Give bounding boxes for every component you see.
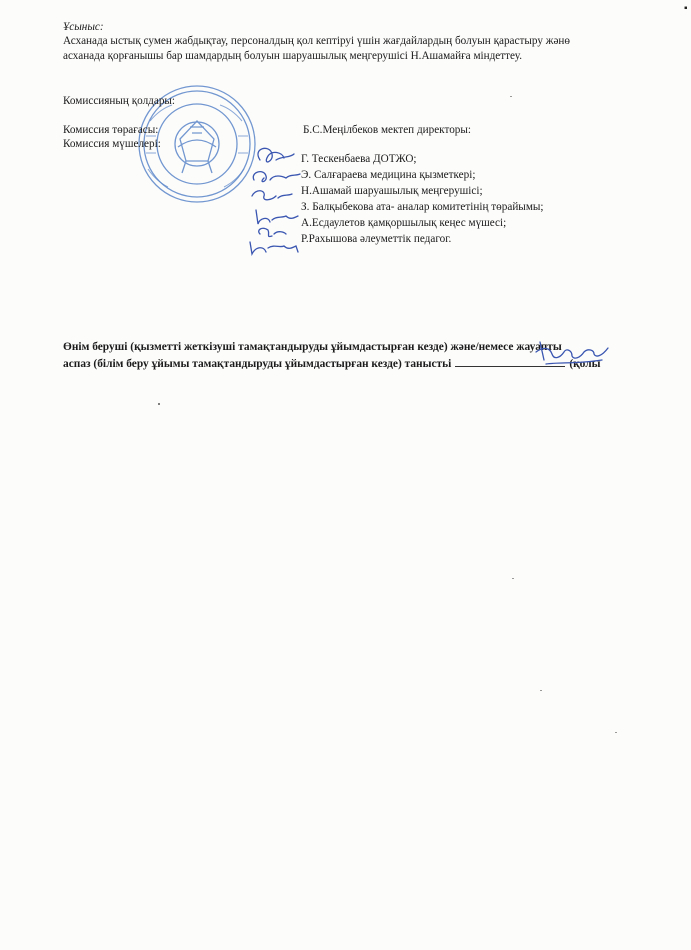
recommendation-line-1: Асханада ыстық сумен жабдықтау, персоналдың қол кептіруі үшін жағдайлардың болуын қарастыру жәнө xyxy=(63,35,571,47)
scan-speck xyxy=(540,690,542,691)
commission-members-label: Комиссия мүшелері: xyxy=(63,138,161,150)
acknowledgement-line-2 xyxy=(63,356,601,371)
commission-member: Р.Рахышова әлеуметтік педагог. xyxy=(301,233,452,245)
scan-speck xyxy=(615,732,617,733)
commission-member: Г. Тескенбаева ДОТЖО; xyxy=(301,153,417,165)
commission-member: Э. Салғараева медицина қызметкері; xyxy=(301,169,476,181)
member-signatures xyxy=(242,138,312,256)
commission-chair-label: Комиссия төрағасы: xyxy=(63,124,159,136)
scan-speck xyxy=(510,96,512,97)
acknowledgement-text: аспаз (білім беру ұйымы тамақтандыруды ұйымдастырған кезде) таныстьі xyxy=(63,358,452,370)
commission-chair-name: Б.С.Меңілбеков мектеп директоры: xyxy=(303,124,472,136)
commission-signatures-heading: Комиссияның қолдары: xyxy=(63,95,176,107)
scan-speck xyxy=(512,578,514,579)
commission-member: З. Балқыбекова ата- аналар комитетінің төрайымы; xyxy=(301,201,544,213)
acknowledgement-signature xyxy=(530,336,620,370)
recommendation-line-2: асханада қорғанышы бар шамдардың болуын шаруашылық меңгерушісі Н.Ашамайға міндеттеу. xyxy=(63,50,523,62)
ink-dot xyxy=(158,403,160,405)
commission-member: Н.Ашамай шаруашылық меңгерушісі; xyxy=(301,185,483,197)
corner-mark: ▪ xyxy=(684,3,688,14)
signature-caption: (қолы xyxy=(569,358,601,370)
acknowledgement-line-1: Өнім беруші (қызметті жеткізуші тамақтандыруды ұйымдастырған кезде) және/немесе жауапты xyxy=(63,341,562,353)
commission-member: А.Есдаулетов қамқоршылық кеңес мүшесі; xyxy=(301,217,507,229)
recommendation-heading: Ұсыныс: xyxy=(63,21,104,33)
